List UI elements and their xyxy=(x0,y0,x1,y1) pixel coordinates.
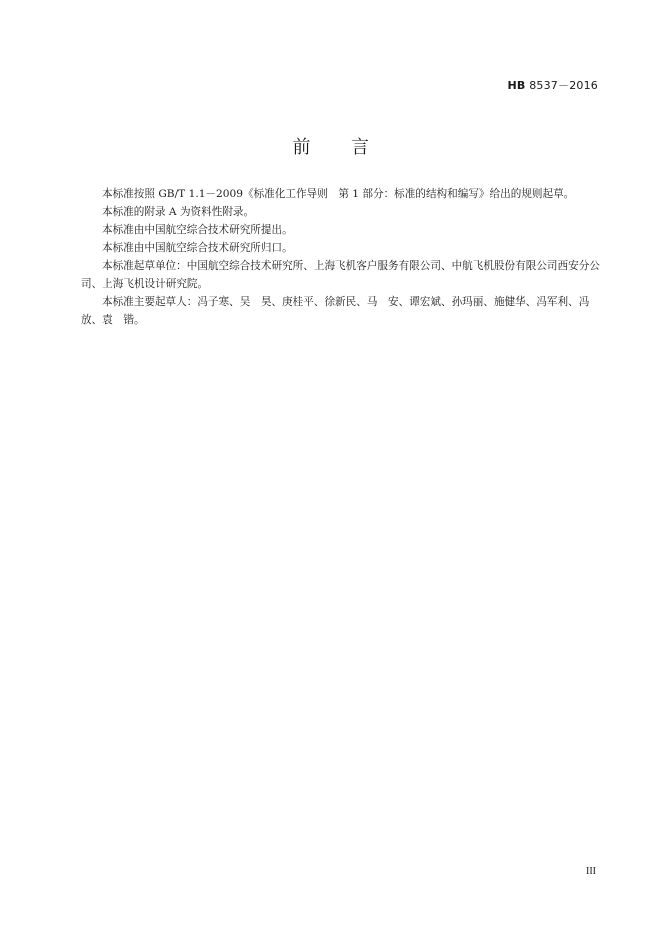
paragraph-drafters: 本标准主要起草人：冯子寒、吴 昊、庚桂平、徐新民、马 安、谭宏斌、孙玛丽、施健华、冯军利、冯 放、袁 锴。 xyxy=(81,296,600,326)
page-title-char-1: 前 xyxy=(292,137,311,158)
paragraph-drafting-units: 本标准起草单位：中国航空综合技术研究所、上海飞机客户服务有限公司、中航飞机股份有限公司西安分公司、上海飞机设计研究院。 xyxy=(81,260,600,290)
standard-code-prefix: HB xyxy=(507,79,526,92)
paragraph-appendix: 本标准的附录 A 为资料性附录。 xyxy=(102,206,255,218)
page-title xyxy=(0,133,662,159)
page-number: III xyxy=(586,866,596,877)
foreword-body xyxy=(81,185,601,329)
standard-code-number: 8537－2016 xyxy=(529,79,598,92)
paragraph-drafting-rules: 本标准按照 GB/T 1.1－2009《标准化工作导则 第 1 部分：标准的结构和编写》给出的规则起草。 xyxy=(102,188,575,200)
paragraph-proposed-by: 本标准由中国航空综合技术研究所提出。 xyxy=(102,224,293,236)
paragraph-under-jurisdiction: 本标准由中国航空综合技术研究所归口。 xyxy=(102,242,293,254)
page-title-char-2: 言 xyxy=(351,137,370,158)
standard-code xyxy=(508,77,599,93)
